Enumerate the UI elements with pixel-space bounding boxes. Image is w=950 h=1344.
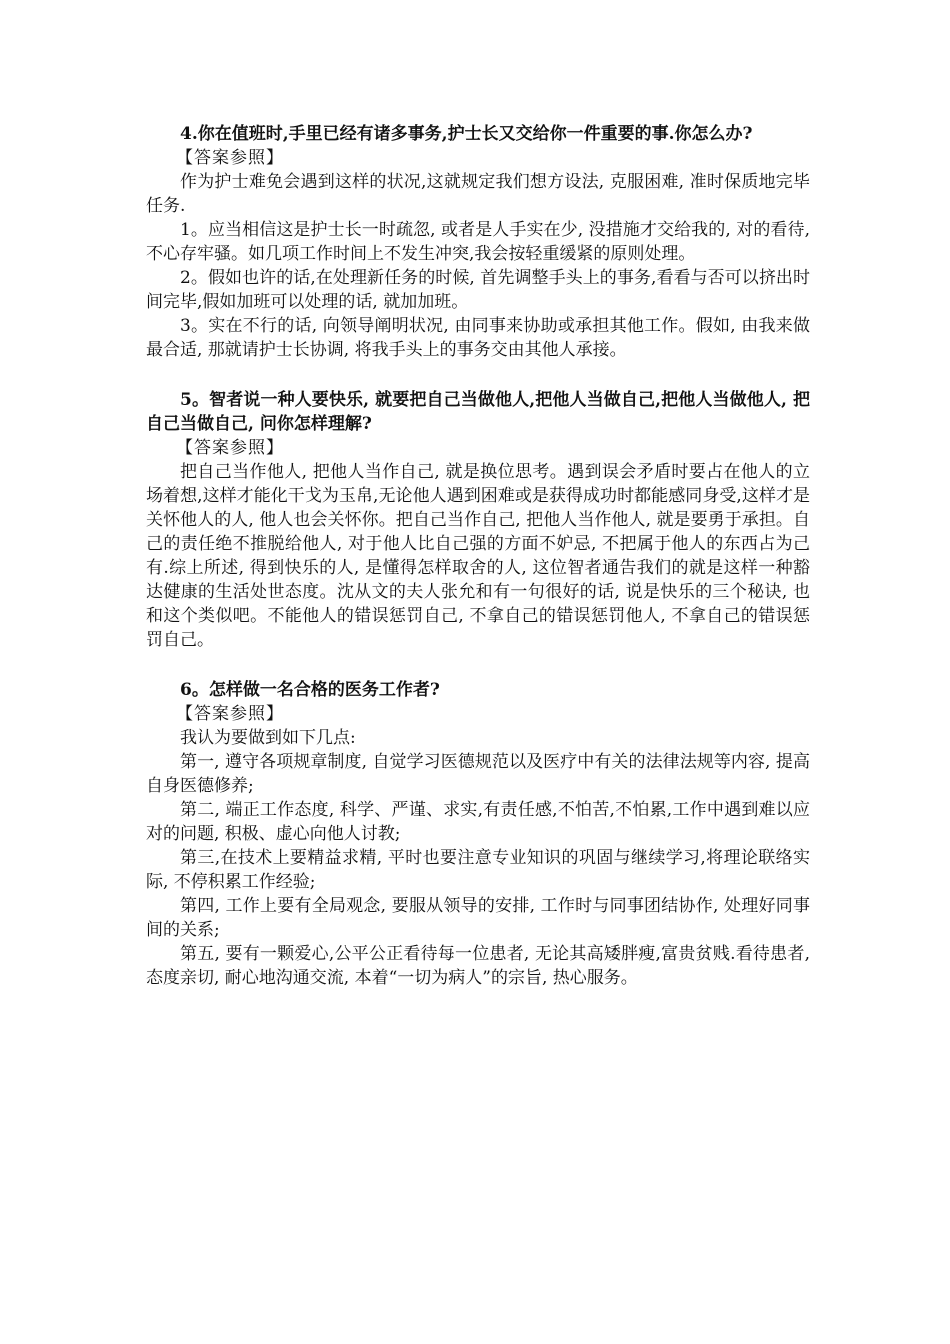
qa-section-4 bbox=[146, 122, 810, 362]
answer-paragraph: 2。假如也许的话,在处理新任务的时候, 首先调整手头上的事务,看看与否可以挤出时间完毕,假如加班可以处理的话, 就加加班。 bbox=[146, 268, 810, 312]
qa-section-6 bbox=[146, 678, 810, 990]
answer-paragraph: 我认为要做到如下几点: bbox=[180, 728, 356, 748]
answer-paragraph: 第二, 端正工作态度, 科学、严谨、求实,有责任感,不怕苦,不怕累,工作中遇到难以应对的问题, 积极、虚心向他人讨教; bbox=[146, 800, 810, 844]
answer-paragraph: 作为护士难免会遇到这样的状况,这就规定我们想方设法, 克服困难, 准时保质地完毕任务. bbox=[146, 172, 810, 216]
question-heading: 4.你在值班时,手里已经有诸多事务,护士长又交给你一件重要的事.你怎么办? bbox=[180, 124, 753, 144]
answer-paragraph: 3。实在不行的话, 向领导阐明状况, 由同事来协助或承担其他工作。假如, 由我来做最合适, 那就请护士长协调, 将我手头上的事务交由其他人承接。 bbox=[146, 316, 810, 360]
answer-paragraph: 第五, 要有一颗爱心,公平公正看待每一位患者, 无论其高矮胖瘦,富贵贫贱.看待患者,态度亲切, 耐心地沟通交流, 本着“一切为病人”的宗旨, 热心服务。 bbox=[146, 944, 810, 988]
document-page bbox=[146, 122, 810, 1016]
answer-paragraph: 第一, 遵守各项规章制度, 自觉学习医德规范以及医疗中有关的法律法规等内容, 提高自身医德修养; bbox=[146, 752, 810, 796]
answer-paragraph: 第三,在技术上要精益求精, 平时也要注意专业知识的巩固与继续学习,将理论联络实际, 不停积累工作经验; bbox=[146, 848, 810, 892]
answer-paragraph: 第四, 工作上要有全局观念, 要服从领导的安排, 工作时与同事团结协作, 处理好同事间的关系; bbox=[146, 896, 810, 940]
question-heading: 6。怎样做一名合格的医务工作者? bbox=[180, 680, 440, 700]
qa-section-5 bbox=[146, 388, 810, 652]
answer-paragraph: 把自己当作他人, 把他人当作自己, 就是换位思考。遇到误会矛盾时要占在他人的立场着想,这样才能化干戈为玉帛,无论他人遇到困难或是获得成功时都能感同身受,这样才是关怀他人的人, 他人也会关怀你。把自己当作自己, 把他人当作他人, 就是要勇于承担。自己的责任绝不推脱给他人, 对于他人比自己强的方面不妒忌, 不把属于他人的东西占为己有.综上所述, 得到快乐的人, 是懂得怎样取舍的人, 这位智者通告我们的就是这样一种豁达健康的生活处世态度。沈从文的夫人张允和有一句很好的话, 说是快乐的三个秘诀, 也和这个类似吧。不能他人的错误惩罚自己, 不拿自己的错误惩罚他人, 不拿自己的错误惩罚自己。 bbox=[146, 462, 810, 650]
answer-label: 【答案参照】 bbox=[176, 148, 284, 168]
question-heading: 5。智者说一种人要快乐, 就要把自己当做他人,把他人当做自己,把他人当做他人, 把自己当做自己, 问你怎样理解? bbox=[146, 390, 810, 434]
answer-label: 【答案参照】 bbox=[176, 704, 284, 724]
answer-label: 【答案参照】 bbox=[176, 438, 284, 458]
answer-paragraph: 1。应当相信这是护士长一时疏忽, 或者是人手实在少, 没措施才交给我的, 对的看待, 不心存牢骚。如几项工作时间上不发生冲突,我会按轻重缓紧的原则处理。 bbox=[146, 220, 810, 264]
